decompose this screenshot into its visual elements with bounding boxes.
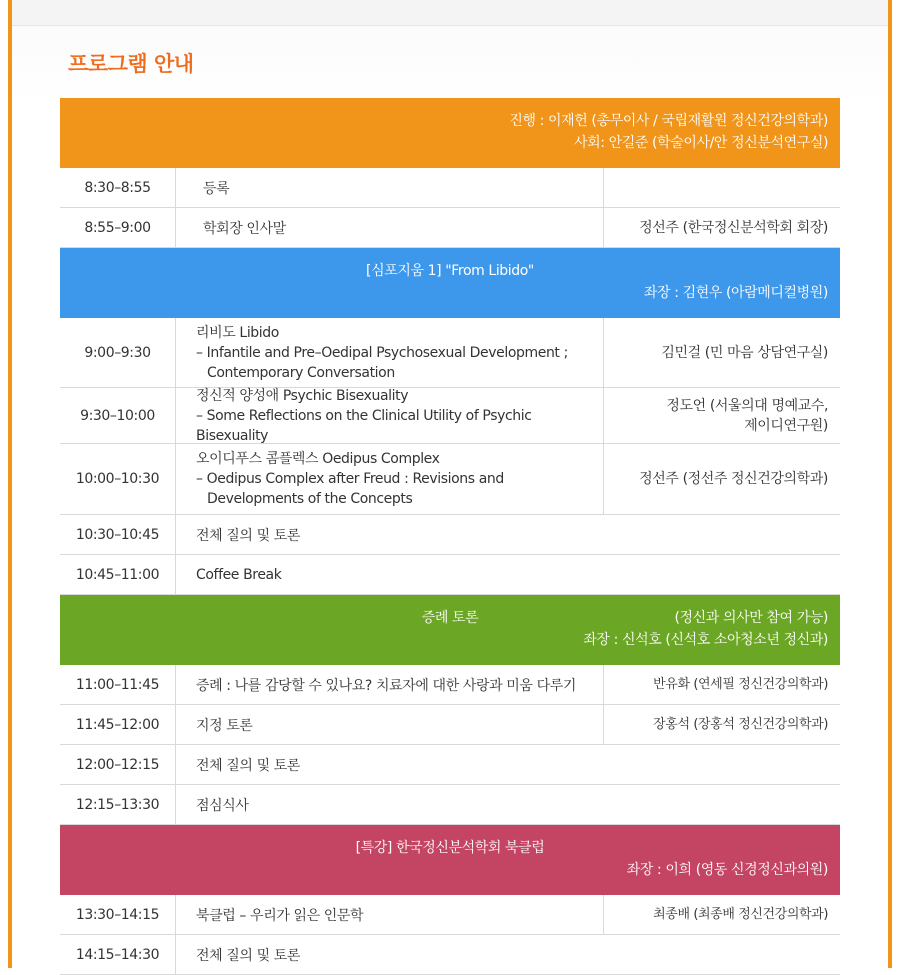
session-title: 등록 [203, 180, 230, 197]
speaker-cell: 장홍석 (장홍석 정신건강의학과) [603, 705, 840, 744]
case-band-header [72, 607, 828, 629]
top-band [12, 0, 888, 26]
time-cell: 10:00–10:30 [60, 444, 176, 514]
program-table [60, 98, 840, 975]
session-title: 증례 : 나를 감당할 수 있나요? 치료자에 대한 사랑과 미움 다루기 [196, 677, 576, 694]
time-cell: 12:15–13:30 [60, 785, 176, 824]
symposium-chair: 좌장 : 김현우 (아람메디컬병원) [643, 285, 828, 301]
special-band [60, 825, 840, 895]
case-chair: 좌장 : 신석호 (신석호 소아청소년 정신과) [583, 632, 828, 648]
table-row [60, 895, 840, 935]
time-cell: 13:30–14:15 [60, 895, 176, 934]
session-title: 점심식사 [196, 797, 249, 814]
session-title: 북클럽 – 우리가 읽은 인문학 [196, 907, 364, 924]
symposium-band [60, 248, 840, 318]
speaker-cell: 정선주 (한국정신분석학회 회장) [603, 208, 840, 247]
title-line: – Oedipus Complex after Freud : Revisions and [196, 471, 504, 487]
session-title: 전체 질의 및 토론 [196, 527, 301, 544]
table-row [60, 318, 840, 388]
title-line: Developments of the Concepts [207, 491, 413, 507]
title-line: – Some Reflections on the Clinical Utility of Psychic Bisexuality [196, 407, 532, 444]
session-title [176, 388, 603, 443]
speaker-cell: 김민걸 (민 마음 상담연구실) [603, 318, 840, 387]
special-chair: 좌장 : 이희 (영동 신경정신과의원) [626, 862, 828, 878]
symposium-title: [심포지움 1] "From Libido" [366, 263, 534, 279]
table-row [60, 208, 840, 248]
session-title: 학회장 인사말 [203, 220, 286, 237]
session-title: 전체 질의 및 토론 [196, 757, 301, 774]
time-cell: 11:45–12:00 [60, 705, 176, 744]
time-cell: 14:15–14:30 [60, 935, 176, 974]
title-line: – Infantile and Pre–Oedipal Psychosexual Development ; [196, 344, 568, 361]
table-row [60, 705, 840, 745]
session-title: 전체 질의 및 토론 [196, 947, 301, 964]
case-band [60, 595, 840, 665]
table-row [60, 388, 840, 444]
special-title: [특강] 한국정신분석학회 북클럽 [355, 840, 545, 856]
speaker-cell: 정선주 (정선주 정신건강의학과) [603, 444, 840, 514]
table-row [60, 515, 840, 555]
time-cell: 9:00–9:30 [60, 318, 176, 387]
case-note: (정신과 의사만 참여 가능) [674, 610, 828, 626]
title-line: Contemporary Conversation [207, 364, 395, 381]
title-line: 오이디푸스 콤플렉스 Oedipus Complex [196, 451, 440, 467]
speaker-line: 제이디연구원) [744, 417, 828, 434]
table-row [60, 745, 840, 785]
table-row [60, 935, 840, 975]
page-title: 프로그램 안내 [68, 52, 194, 76]
time-cell: 8:30–8:55 [60, 168, 176, 207]
title-line: 정신적 양성애 Psychic Bisexuality [196, 387, 409, 404]
table-row [60, 444, 840, 515]
case-title: 증례 토론 [421, 610, 479, 626]
speaker-cell: 반유화 (연세필 정신건강의학과) [603, 665, 840, 704]
mc-line: 사회: 안길준 (학술이사/안 정신분석연구실) [573, 135, 828, 151]
table-row [60, 785, 840, 825]
intro-band [60, 98, 840, 168]
time-cell: 8:55–9:00 [60, 208, 176, 247]
speaker-cell [603, 388, 840, 443]
speaker-cell: 최종배 (최종배 정신건강의학과) [603, 895, 840, 934]
session-title: 지정 토론 [196, 717, 253, 734]
table-row [60, 168, 840, 208]
table-row [60, 665, 840, 705]
speaker-line: 정도언 (서울의대 명예교수, [666, 397, 828, 414]
time-cell: 9:30–10:00 [60, 388, 176, 443]
session-title [176, 444, 603, 514]
time-cell: 11:00–11:45 [60, 665, 176, 704]
title-line: 리비도 Libido [196, 324, 279, 341]
speaker-cell [603, 168, 840, 207]
time-cell: 10:45–11:00 [60, 555, 176, 594]
time-cell: 12:00–12:15 [60, 745, 176, 784]
session-title: Coffee Break [196, 566, 282, 583]
host-line: 진행 : 이재헌 (총무이사 / 국립재활원 정신건강의학과) [509, 113, 828, 129]
session-title [176, 318, 603, 387]
table-row [60, 555, 840, 595]
time-cell: 10:30–10:45 [60, 515, 176, 554]
